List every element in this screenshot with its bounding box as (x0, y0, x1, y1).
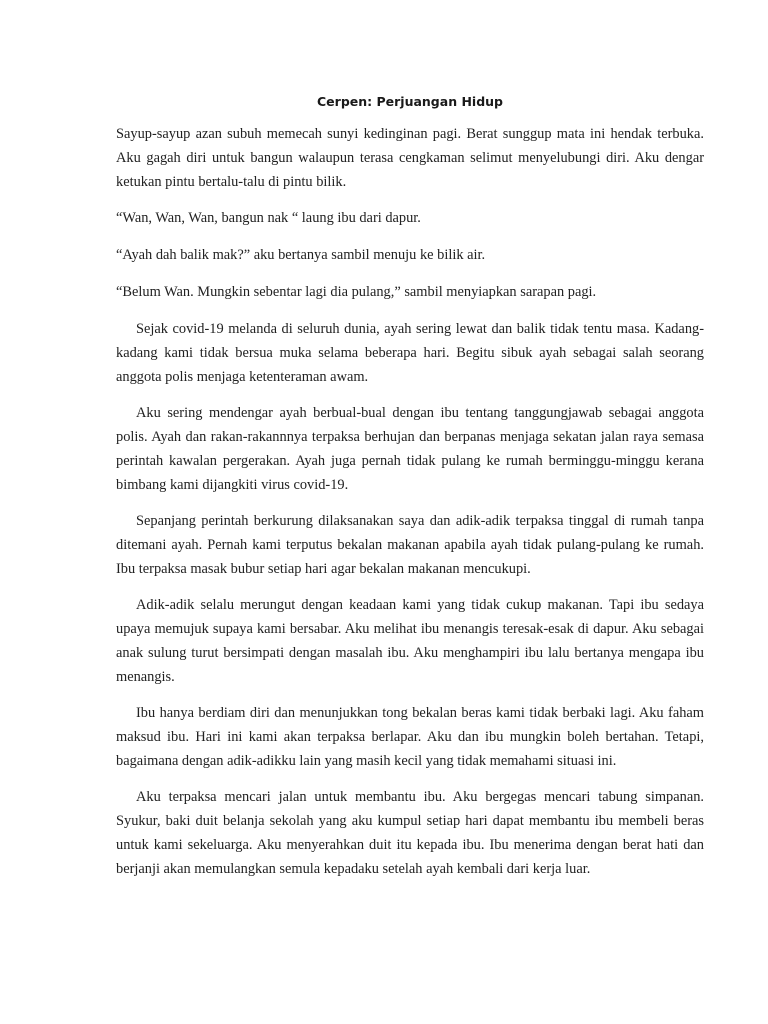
paragraph-6: Aku sering mendengar ayah berbual-bual dengan ibu tentang tanggungjawab sebagai anggota polis. Ayah dan rakan-rakannnya terpaksa berhujan dan berpanas menjaga sekatan jalan raya semasa perintah kawalan pergerakan. Ayah juga pernah tidak pulang ke rumah berminggu-minggu kerana bimbang kami dijangkiti virus covid-19. (116, 405, 704, 493)
paragraph-7: Sepanjang perintah berkurung dilaksanakan saya dan adik-adik terpaksa tinggal di rumah tanpa ditemani ayah. Pernah kami terputus bekalan makanan apabila ayah tidak pulang-pulang ke rumah. Ibu terpaksa masak bubur setiap hari agar bekalan makanan mencukupi. (116, 513, 704, 577)
paragraph-10: Aku terpaksa mencari jalan untuk membantu ibu. Aku bergegas mencari tabung simpanan. Syukur, baki duit belanja sekolah yang aku kumpul setiap hari dapat membantu ibu membeli beras untuk kami sekeluarga. Aku menyerahkan duit itu kepada ibu. Ibu menerima dengan berat hati dan berjanji akan memulangkan semula kepadaku setelah ayah kembali dari kerja luar. (116, 789, 704, 877)
paragraph-1: Sayup-sayup azan subuh memecah sunyi kedinginan pagi. Berat sunggup mata ini hendak terbuka. Aku gagah diri untuk bangun walaupun terasa cengkaman selimut menyelubungi diri. Aku dengar ketukan pintu bertalu-talu di pintu bilik. (116, 126, 704, 190)
paragraph-5: Sejak covid-19 melanda di seluruh dunia, ayah sering lewat dan balik tidak tentu masa. Kadang-kadang kami tidak bersua muka selama beberapa hari. Begitu sibuk ayah sebagai salah seorang anggota polis menjaga ketenteraman awam. (116, 321, 704, 385)
paragraph-3: “Ayah dah balik mak?” aku bertanya sambil menuju ke bilik air. (116, 247, 486, 263)
paragraph-4: “Belum Wan. Mungkin sebentar lagi dia pulang,” sambil menyiapkan sarapan pagi. (116, 284, 597, 300)
paragraph-9: Ibu hanya berdiam diri dan menunjukkan tong bekalan beras kami tidak berbaki lagi. Aku faham maksud ibu. Hari ini kami akan terpaksa berlapar. Aku dan ibu mungkin boleh bertahan. Tetapi, bagaimana dengan adik-adikku lain yang masih kecil yang tidak memahami situasi ini. (116, 705, 704, 769)
document-title: Cerpen: Perjuangan Hidup (317, 94, 503, 109)
paragraph-2: “Wan, Wan, Wan, bangun nak “ laung ibu dari dapur. (116, 210, 421, 226)
paragraph-8: Adik-adik selalu merungut dengan keadaan kami yang tidak cukup makanan. Tapi ibu sedaya upaya memujuk supaya kami bersabar. Aku melihat ibu menangis teresak-esak di dapur. Aku sebagai anak sulung turut bersimpati dengan masalah ibu. Aku menghampiri ibu lalu bertanya mengapa ibu menangis. (116, 597, 704, 685)
